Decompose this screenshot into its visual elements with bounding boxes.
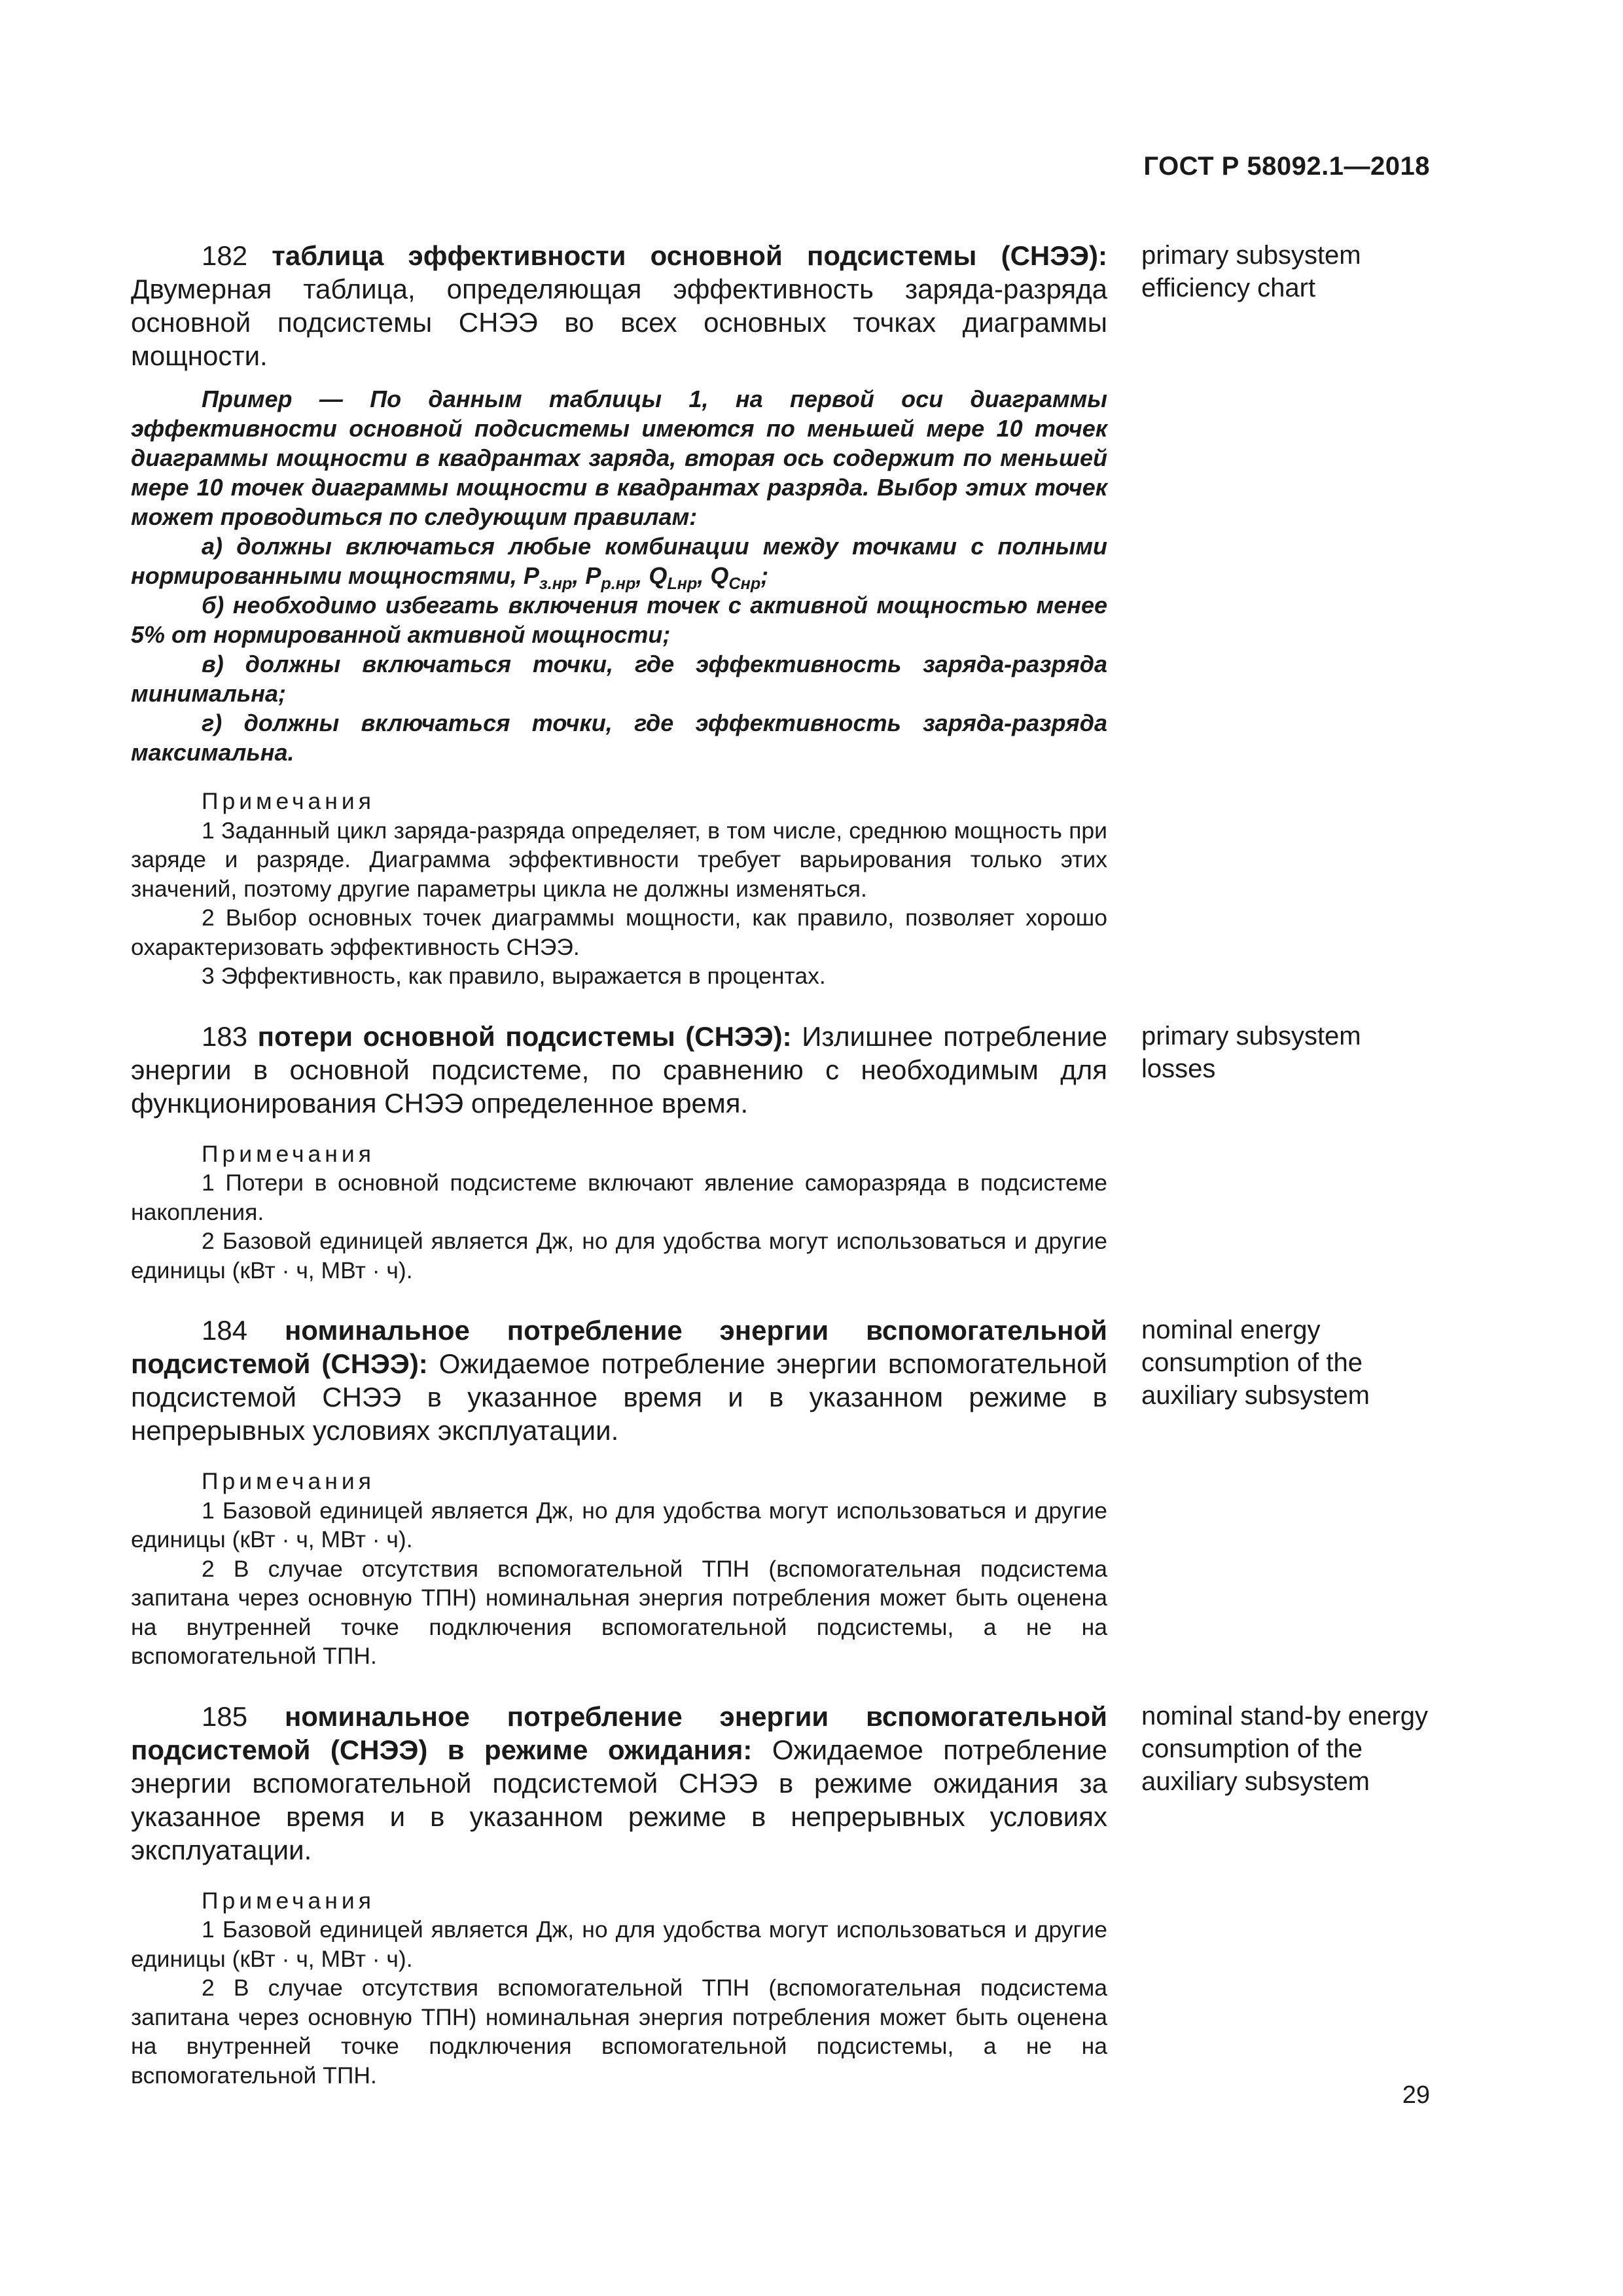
term-entry-182 — [131, 239, 1433, 991]
rule-a-end: ; — [760, 562, 769, 589]
notes-title: Примечания — [202, 1887, 375, 1914]
term-example — [131, 384, 1107, 767]
note-item: 2 В случае отсутствия вспомогательной ТПН (вспомогательная подсистема запитана через основную ТПН) номинальная энергия потребления может быть оценена на внутренней точке подключения вспомогательной подсистемы, а не на вспомогательной ТПН. — [131, 1975, 1107, 2089]
term-english: nominal energy consumption of the auxiliary subsystem — [1141, 1316, 1370, 1410]
symbol-p: P — [523, 562, 539, 589]
term-definition-paragraph — [131, 1020, 1107, 1120]
symbol-q: Q — [710, 562, 729, 589]
symbol-q: Q — [649, 562, 668, 589]
document-header: ГОСТ Р 58092.1—2018 — [1143, 152, 1430, 181]
example-rule-d: г) должны включаться точки, где эффективность заряда-разряда максимальна. — [131, 709, 1107, 766]
term-entry-183 — [131, 1020, 1433, 1285]
term-notes — [131, 1467, 1107, 1671]
term-number: 183 — [202, 1020, 248, 1052]
notes-title: Примечания — [202, 788, 375, 814]
term-number: 184 — [202, 1315, 248, 1346]
term-main — [131, 1700, 1107, 2090]
term-definition-paragraph — [131, 239, 1107, 372]
term-title: номинальное потребление энергии вспомогательной подсистемой (СНЭЭ) в режиме ожидания: — [131, 1700, 1107, 1765]
example-intro: Пример — По данным таблицы 1, на первой оси диаграммы эффективности основной подсистемы имеются по меньшей мере 10 точек диаграммы мощности в квадрантах заряда, вторая ось содержит по меньшей мере 10 точек диаграммы мощности в квадрантах разряда. Выбор этих точек может проводиться по следующим правилам: — [131, 386, 1107, 530]
term-definition: Излишнее потребление энергии в основной подсистеме, по сравнению с необходимым для функционирования СНЭЭ определенное время. — [131, 1020, 1108, 1119]
term-main — [131, 239, 1107, 991]
term-english: primary subsystem efficiency chart — [1141, 241, 1361, 302]
note-item: 2 В случае отсутствия вспомогательной ТПН (вспомогательная подсистема запитана через основную ТПН) номинальная энергия потребления может быть оценена на внутренней точке подключения вспомогательной подсистемы, а не на вспомогательной ТПН. — [131, 1555, 1107, 1669]
note-item: 1 Базовой единицей является Дж, но для удобства могут использоваться и другие единицы (кВт · ч, МВт · ч). — [131, 1497, 1107, 1552]
example-rule-c: в) должны включаться точки, где эффективность заряда-разряда минимальна; — [131, 651, 1107, 707]
note-item: 3 Эффективность, как правило, выражается в процентах. — [202, 963, 826, 989]
term-definition-paragraph — [131, 1314, 1107, 1447]
note-item: 2 Выбор основных точек диаграммы мощности, как правило, позволяет хорошо охарактеризовать эффективность СНЭЭ. — [131, 905, 1107, 960]
term-number: 182 — [202, 240, 248, 271]
notes-title: Примечания — [202, 1468, 375, 1494]
notes-title: Примечания — [202, 1140, 375, 1167]
term-main — [131, 1020, 1107, 1285]
separator: , — [572, 562, 586, 589]
term-number: 185 — [202, 1700, 248, 1732]
example-rule-b: б) необходимо избегать включения точек с активной мощностью менее 5% от нормированной активной мощности; — [131, 592, 1107, 648]
subscript-inductive: Lнр — [667, 575, 698, 594]
symbol-p: P — [585, 562, 601, 589]
subscript-discharge: р.нр — [601, 575, 636, 594]
subscript-charge: з.нр — [539, 575, 573, 594]
separator: , — [697, 562, 711, 589]
term-entry-185 — [131, 1700, 1433, 2090]
example-rule-a — [131, 531, 1107, 594]
term-english: nominal stand-by energy consumption of the auxiliary subsystem — [1141, 1701, 1429, 1796]
term-title: таблица эффективности основной подсистемы (СНЭЭ): — [272, 240, 1107, 271]
page-number: 29 — [1402, 2081, 1430, 2109]
terms-list — [131, 239, 1433, 2090]
note-item: 1 Базовой единицей является Дж, но для удобства могут использоваться и другие единицы (кВт · ч, МВт · ч). — [131, 1916, 1107, 1972]
term-definition: Двумерная таблица, определяющая эффективность заряда-разряда основной подсистемы СНЭЭ во всех основных точках диаграммы мощности. — [131, 274, 1107, 371]
note-item: 2 Базовой единицей является Дж, но для удобства могут использоваться и другие единицы (кВт · ч, МВт · ч). — [131, 1228, 1107, 1283]
term-entry-184 — [131, 1314, 1433, 1671]
term-main — [131, 1314, 1107, 1671]
note-item: 1 Потери в основной подсистеме включают явление саморазряда в подсистеме накопления. — [131, 1170, 1107, 1225]
term-title: номинальное потребление энергии вспомогательной подсистемой (СНЭЭ): — [131, 1315, 1107, 1379]
term-definition: Ожидаемое потребление энергии вспомогательной подсистемой СНЭЭ в режиме ожидания за указанное время и в указанном режиме в непрерывных условиях эксплуатации. — [131, 1734, 1108, 1865]
term-definition-paragraph — [131, 1700, 1107, 1867]
subscript-capacitive: Cнр — [728, 575, 761, 594]
term-english: primary subsystem losses — [1141, 1021, 1361, 1083]
term-notes — [131, 1139, 1107, 1285]
term-notes — [131, 787, 1107, 991]
term-notes — [131, 1886, 1107, 2090]
note-item: 1 Заданный цикл заряда-разряда определяет, в том числе, среднюю мощность при заряде и разряде. Диаграмма эффективности требует варьирования только этих значений, поэтому другие параметры цикла не должны изменяться. — [131, 817, 1107, 902]
separator: , — [635, 562, 649, 589]
term-definition: Ожидаемое потребление энергии вспомогательной подсистемой СНЭЭ в указанное время и в указанном режиме в непрерывных условиях эксплуатации. — [131, 1348, 1107, 1446]
term-title: потери основной подсистемы (СНЭЭ): — [257, 1020, 792, 1052]
rule-a-text: а) должны включаться любые комбинации между точками с полными нормированными мощностями, — [131, 533, 1107, 589]
